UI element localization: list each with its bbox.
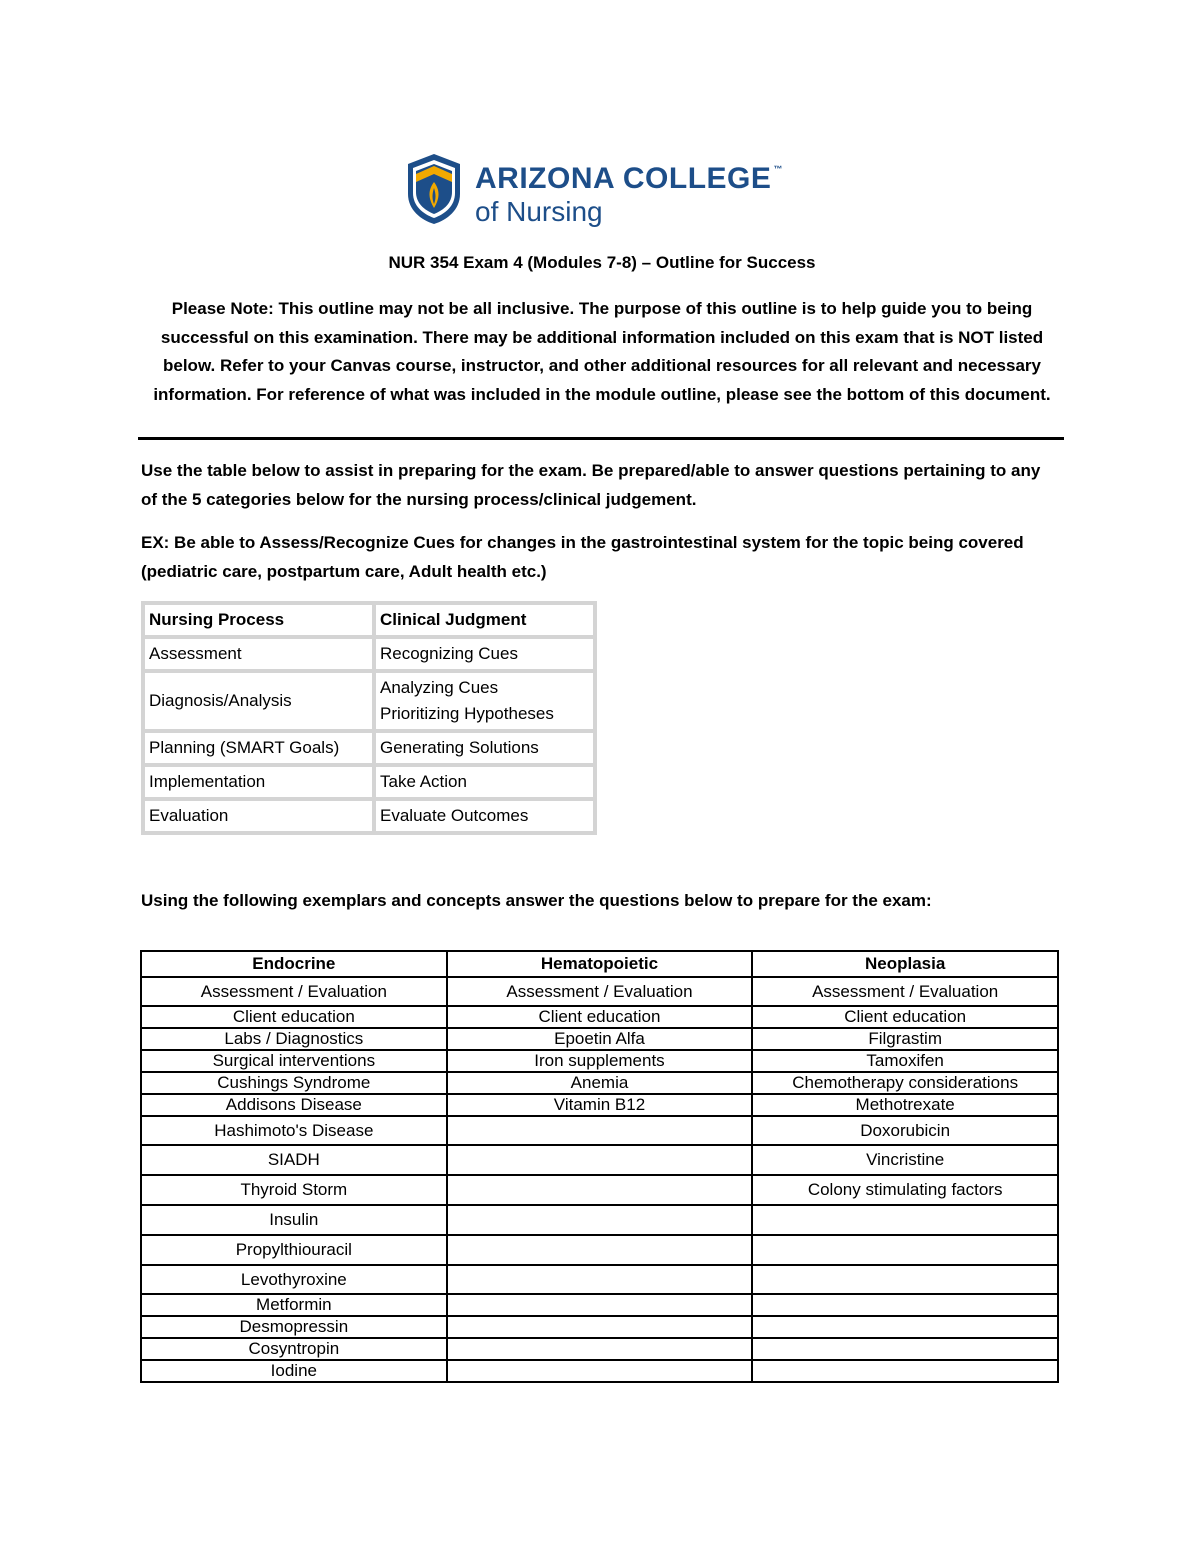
table-row (145, 673, 593, 729)
table-row (141, 1175, 1058, 1205)
table-cell: SIADH (141, 1145, 447, 1175)
table-row (141, 1360, 1058, 1382)
table-cell: Chemotherapy considerations (752, 1072, 1058, 1094)
table-row (145, 733, 593, 763)
table-row (141, 977, 1058, 1006)
table-cell (447, 1205, 753, 1235)
table-cell: Generating Solutions (376, 733, 593, 763)
table-header-row (141, 951, 1058, 977)
table-cell (447, 1235, 753, 1265)
table-cell: Insulin (141, 1205, 447, 1235)
table-row (141, 1050, 1058, 1072)
table-cell (447, 1265, 753, 1294)
nursing-process-table (141, 601, 597, 835)
table-cell: Implementation (145, 767, 372, 797)
horizontal-divider (138, 437, 1064, 440)
table-cell (447, 1116, 753, 1145)
table-cell (447, 1316, 753, 1338)
table-cell: Assessment / Evaluation (141, 977, 447, 1006)
table-cell: Colony stimulating factors (752, 1175, 1058, 1205)
table-cell: Desmopressin (141, 1316, 447, 1338)
table-cell: Levothyroxine (141, 1265, 447, 1294)
table-row (141, 1205, 1058, 1235)
exemplar-table (140, 950, 1059, 1383)
shield-flame-icon (405, 152, 463, 226)
table-cell: Planning (SMART Goals) (145, 733, 372, 763)
table-cell: Diagnosis/Analysis (145, 673, 372, 729)
table-row (141, 1235, 1058, 1265)
table-cell: Evaluate Outcomes (376, 801, 593, 831)
table-cell (447, 1360, 753, 1382)
table-cell: Client education (447, 1006, 753, 1028)
table-cell: Assessment / Evaluation (447, 977, 753, 1006)
table-cell (752, 1360, 1058, 1382)
table-header-cell: Endocrine (141, 951, 447, 977)
table-cell: Anemia (447, 1072, 753, 1094)
table-cell: Vincristine (752, 1145, 1058, 1175)
logo-line1: ARIZONA COLLEGE ™ (475, 162, 783, 195)
table-cell: Thyroid Storm (141, 1175, 447, 1205)
table-header-row (145, 605, 593, 635)
table-cell: Client education (141, 1006, 447, 1028)
table-header-cell: Nursing Process (145, 605, 372, 635)
table-row (141, 1006, 1058, 1028)
table-cell: Filgrastim (752, 1028, 1058, 1050)
table-cell: Epoetin Alfa (447, 1028, 753, 1050)
table-cell: Iron supplements (447, 1050, 753, 1072)
table-cell: Methotrexate (752, 1094, 1058, 1116)
table-cell (447, 1338, 753, 1360)
table-cell (447, 1294, 753, 1316)
table-cell: Client education (752, 1006, 1058, 1028)
logo-line2: of Nursing (475, 196, 603, 227)
table-row (141, 1338, 1058, 1360)
table-cell: Evaluation (145, 801, 372, 831)
table-cell (752, 1235, 1058, 1265)
table-header-cell: Neoplasia (752, 951, 1058, 977)
table-header-cell: Clinical Judgment (376, 605, 593, 635)
trademark-mark: ™ (773, 164, 783, 174)
table-cell: Cushings Syndrome (141, 1072, 447, 1094)
table-row (145, 639, 593, 669)
table-cell (752, 1205, 1058, 1235)
instructions-paragraph: Use the table below to assist in preparing for the exam. Be prepared/able to answer questions pertaining to any of the 5 categories below for the nursing process/clinical judgement. (141, 461, 1041, 509)
table-cell: Take Action (376, 767, 593, 797)
table-cell: Propylthiouracil (141, 1235, 447, 1265)
table-cell (376, 673, 593, 729)
cell-line: Prioritizing Hypotheses (380, 704, 554, 723)
table-row (145, 767, 593, 797)
table-row (141, 1294, 1058, 1316)
table-cell: Assessment (145, 639, 372, 669)
table-cell: Cosyntropin (141, 1338, 447, 1360)
table-header-cell: Hematopoietic (447, 951, 753, 977)
table-cell: Metformin (141, 1294, 447, 1316)
table-row (141, 1072, 1058, 1094)
table-row (141, 1316, 1058, 1338)
table-row (141, 1094, 1058, 1116)
table-cell (752, 1294, 1058, 1316)
table-cell: Assessment / Evaluation (752, 977, 1058, 1006)
table-row (145, 801, 593, 831)
table-cell: Recognizing Cues (376, 639, 593, 669)
table-cell: Tamoxifen (752, 1050, 1058, 1072)
cell-line: Analyzing Cues (380, 678, 499, 697)
table-cell: Doxorubicin (752, 1116, 1058, 1145)
table-row (141, 1028, 1058, 1050)
table-cell (447, 1145, 753, 1175)
table-cell (752, 1316, 1058, 1338)
table-cell: Hashimoto's Disease (141, 1116, 447, 1145)
table-cell: Surgical interventions (141, 1050, 447, 1072)
table-row (141, 1145, 1058, 1175)
example-paragraph: EX: Be able to Assess/Recognize Cues for changes in the gastrointestinal system for the topic being covered (pediatric care, postpartum care, Adult health etc.) (141, 533, 1024, 581)
table-cell (752, 1265, 1058, 1294)
table-cell: Vitamin B12 (447, 1094, 753, 1116)
college-logo (405, 152, 805, 227)
table-row (141, 1116, 1058, 1145)
table-cell (447, 1175, 753, 1205)
exemplars-intro: Using the following exemplars and concepts answer the questions below to prepare for the exam: (141, 891, 932, 910)
table-cell: Labs / Diagnostics (141, 1028, 447, 1050)
table-row (141, 1265, 1058, 1294)
document-title: NUR 354 Exam 4 (Modules 7-8) – Outline for Success (388, 253, 816, 272)
table-cell (752, 1338, 1058, 1360)
table-cell: Iodine (141, 1360, 447, 1382)
table-cell: Addisons Disease (141, 1094, 447, 1116)
please-note-paragraph: Please Note: This outline may not be all inclusive. The purpose of this outline is to help guide you to being successful on this examination. There may be additional information included on this exam that is NOT listed below. Refer to your Canvas course, instructor, and other additional resources for all relevant and necessary information. For reference of what was included in the module outline, please see the bottom of this document. (153, 299, 1051, 404)
